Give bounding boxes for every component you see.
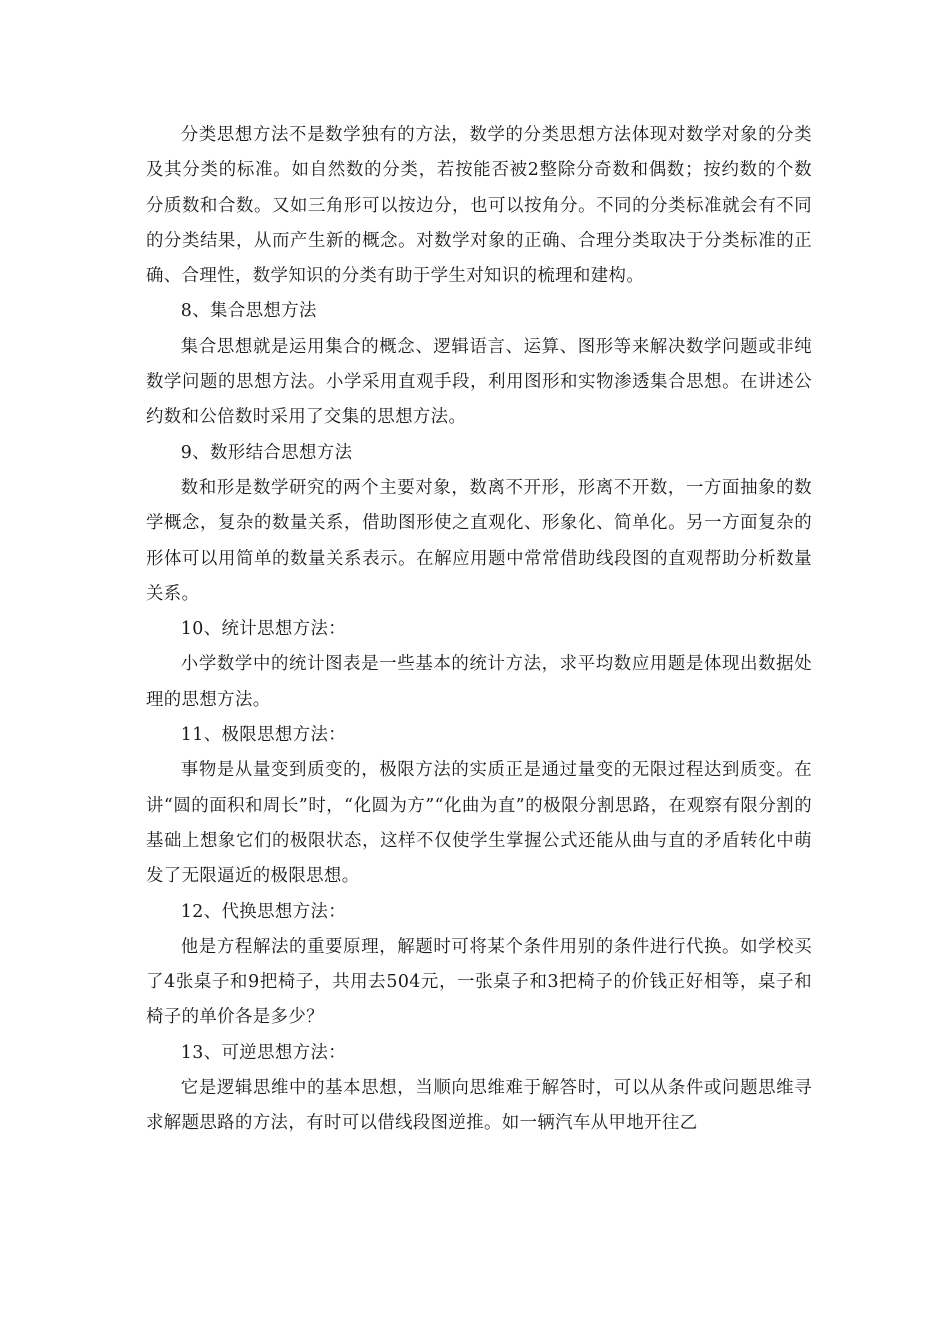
document-page [146, 118, 812, 1142]
heading-limit: 11、极限思想方法： [180, 725, 347, 746]
paragraph-classification: 分类思想方法不是数学独有的方法，数学的分类思想方法体现对数学对象的分类及其分类的标准。如自然数的分类，若按能否被2整除分奇数和偶数；按约数的个数分质数和合数。又如三角形可以按边分，也可以按角分。不同的分类标准就会有不同的分类结果，从而产生新的概念。对数学对象的正确、合理分类取决于分类标准的正确、合理性，数学知识的分类有助于学生对知识的梳理和建构。 [146, 125, 812, 287]
heading-reversible: 13、可逆思想方法： [180, 1042, 347, 1063]
paragraph-set-thinking: 集合思想就是运用集合的概念、逻辑语言、运算、图形等来解决数学问题或非纯数学问题的思想方法。小学采用直观手段，利用图形和实物渗透集合思想。在讲述公约数和公倍数时采用了交集的思想方法。 [146, 336, 812, 428]
paragraph-statistics: 小学数学中的统计图表是一些基本的统计方法，求平均数应用题是体现出数据处理的思想方法。 [146, 654, 812, 710]
heading-substitution: 12、代换思想方法： [180, 901, 347, 922]
heading-number-shape: 9、数形结合思想方法 [180, 442, 353, 463]
paragraph-reversible: 它是逻辑思维中的基本思想，当顺向思维难于解答时，可以从条件或问题思维寻求解题思路的方法，有时可以借线段图逆推。如一辆汽车从甲地开往乙 [146, 1078, 812, 1134]
paragraph-substitution: 他是方程解法的重要原理，解题时可将某个条件用别的条件进行代换。如学校买了4张桌子和9把椅子，共用去504元，一张桌子和3把椅子的价钱正好相等，桌子和椅子的单价各是多少？ [146, 936, 812, 1028]
paragraph-number-shape: 数和形是数学研究的两个主要对象，数离不开形，形离不开数，一方面抽象的数学概念，复杂的数量关系，借助图形使之直观化、形象化、简单化。另一方面复杂的形体可以用简单的数量关系表示。在解应用题中常常借助线段图的直观帮助分析数量关系。 [146, 477, 812, 604]
heading-set-thinking: 8、集合思想方法 [180, 301, 317, 322]
heading-statistics: 10、统计思想方法： [180, 619, 347, 640]
paragraph-limit: 事物是从量变到质变的，极限方法的实质正是通过量变的无限过程达到质变。在讲“圆的面积和周长”时，“化圆为方”“化曲为直”的极限分割思路，在观察有限分割的基础上想象它们的极限状态，这样不仅使学生掌握公式还能从曲与直的矛盾转化中萌发了无限逼近的极限思想。 [146, 760, 812, 887]
